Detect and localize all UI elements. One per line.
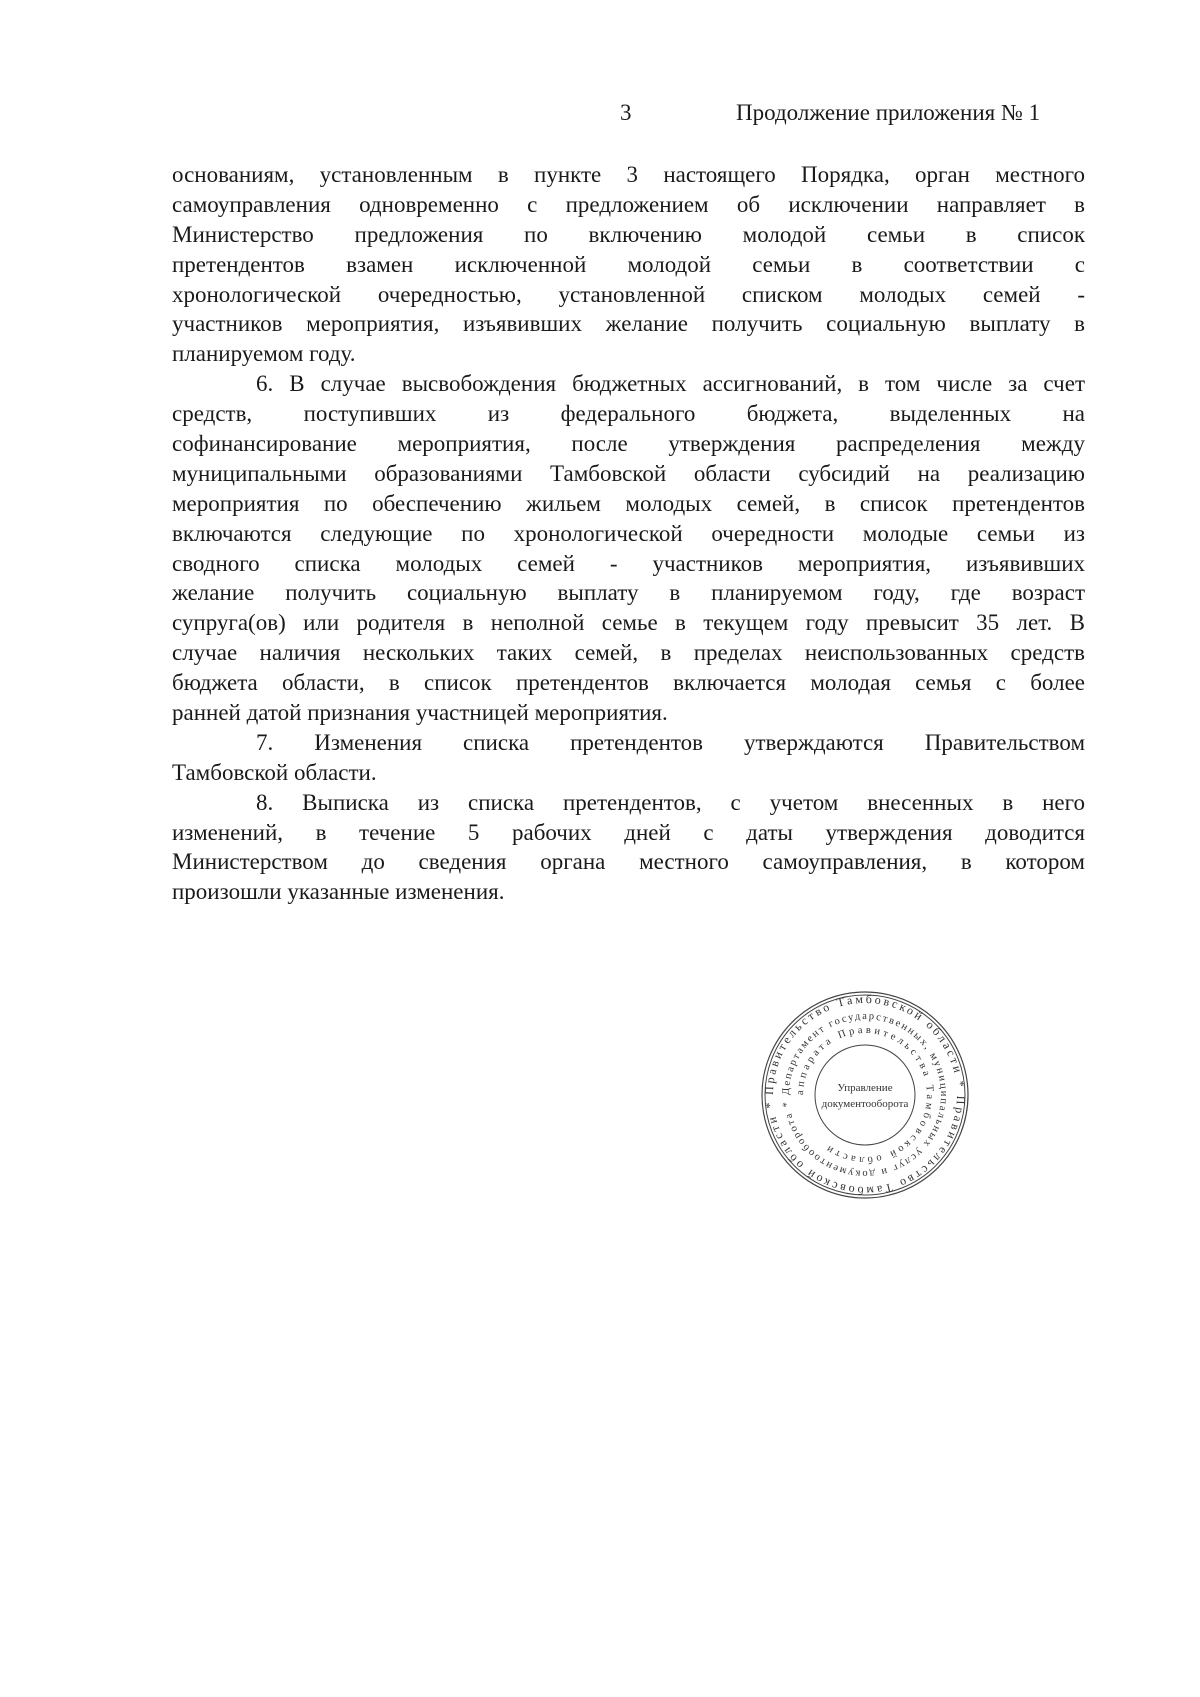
text-line: софинансирование мероприятия, после утверждения распределения между xyxy=(172,431,1085,457)
text-line: претендентов взамен исключенной молодой семьи в соответствии с xyxy=(172,251,1085,277)
text-line: средств, поступивших из федерального бюджета, выделенных на xyxy=(172,401,1085,427)
stamp-inner-ring: аппарата Правительства Тамбовской области xyxy=(794,1024,936,1166)
text-line: мероприятия по обеспечению жильем молодых семей, в список претендентов xyxy=(172,490,1085,516)
text-line: изменений, в течение 5 рабочих дней с даты утверждения доводится xyxy=(172,819,1085,845)
text-line: основаниям, установленным в пункте 3 настоящего Порядка, орган местного xyxy=(172,162,1085,187)
text-line: 8. Выписка из списка претендентов, с учетом внесенных в него xyxy=(256,789,1085,815)
text-line: бюджета области, в список претендентов включается молодая семья с более xyxy=(172,670,1085,696)
text-line: желание получить социальную выплату в планируемом году, где возраст xyxy=(172,580,1085,606)
text-line: произошли указанные изменения. xyxy=(172,879,505,905)
text-line: включаются следующие по хронологической очередности молодые семьи из xyxy=(172,520,1085,546)
official-stamp xyxy=(760,990,970,1200)
text-line: планируемом году. xyxy=(172,341,356,367)
text-line: случае наличия нескольких таких семей, в пределах неиспользованных средств xyxy=(172,640,1085,666)
stamp-center-line2: документооборота xyxy=(821,1098,909,1110)
text-line: Тамбовской области. xyxy=(172,759,377,785)
document-body xyxy=(172,160,1085,907)
text-line: участников мероприятия, изъявивших желание получить социальную выплату в xyxy=(172,311,1085,337)
text-line: 6. В случае высвобождения бюджетных ассигнований, в том числе за счет xyxy=(256,371,1085,397)
page-number: 3 xyxy=(620,100,632,125)
text-line: Министерством до сведения органа местного самоуправления, в котором xyxy=(172,849,1085,875)
stamp-center-line1: Управление xyxy=(837,1082,893,1094)
text-line: Министерство предложения по включению молодой семьи в список xyxy=(172,221,1085,247)
text-line: 7. Изменения списка претендентов утверждаются Правительством xyxy=(256,729,1085,755)
text-line: хронологической очередностью, установленной списком молодых семей - xyxy=(172,281,1085,307)
text-line: ранней датой признания участницей мероприятия. xyxy=(172,700,668,726)
stamp-outer-ring: Правительство Тамбовской области * Правительство Тамбовской области * xyxy=(761,991,969,1199)
text-line: самоуправления одновременно с предложением об исключении направляет в xyxy=(172,191,1085,217)
text-line: супруга(ов) или родителя в неполной семье в текущем году превысит 35 лет. В xyxy=(172,610,1085,636)
text-line: сводного списка молодых семей - участников мероприятия, изъявивших xyxy=(172,550,1085,576)
text-line: муниципальными образованиями Тамбовской области субсидий на реализацию xyxy=(172,460,1085,486)
appendix-title: Продолжение приложения № 1 xyxy=(736,100,1041,125)
stamp-middle-ring: Департамент государственных, муниципальных услуг и документооборота * xyxy=(780,1010,950,1180)
